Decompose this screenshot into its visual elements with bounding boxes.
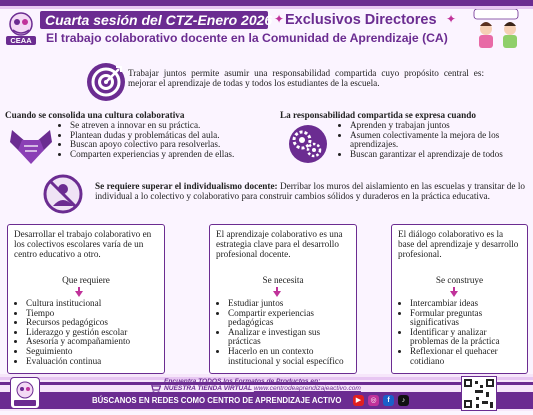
gears-icon (284, 122, 332, 166)
individualism-lead: Se requiere superar el individualismo docente: (95, 181, 278, 191)
list-item: • Formular preguntas significativas (410, 309, 523, 328)
list-item: • Reflexionar el quehacer cotidiano (410, 347, 523, 366)
box-heading: Que requiere (62, 275, 110, 285)
qr-code-icon (461, 376, 497, 411)
list-item: • Asesoría y acompañamiento (26, 337, 160, 347)
individualism-text (95, 181, 525, 201)
footer-line1: Encuentra TODOS los Formatos de Productos en: (164, 378, 321, 385)
hands-icon (8, 124, 54, 166)
no-sign-icon (43, 174, 83, 214)
sparkle-icon: ✦ (274, 12, 285, 26)
top-stripe-light (0, 6, 533, 9)
collaborative-learning-box (209, 224, 357, 374)
list-item: • Comparten experiencias y aprenden de ellas. (70, 150, 280, 160)
arrow-down-icon (450, 291, 458, 297)
tiktok-icon[interactable]: ♪ (398, 395, 409, 406)
collaborative-work-box (7, 224, 165, 374)
list-item: • Aprenden y trabajan juntos (350, 121, 533, 131)
collaborative-dialogue-box (391, 224, 528, 374)
list-item: • Buscan garantizar el aprendizaje de todos (350, 150, 533, 160)
intro-text: Trabajar juntos permite asumir una responsabilidad compartida cuyo propósito central es: mejorar el aprendizaje de todas y todos los estudiantes de la escuela. (128, 68, 484, 88)
list-item: • Liderazgo y gestión escolar (26, 328, 160, 338)
box-heading: Se construye (435, 275, 484, 285)
requirements-list (14, 299, 160, 366)
youtube-icon[interactable]: ▶ (353, 395, 364, 406)
list-item: • Seguimiento (26, 347, 160, 357)
built-list (398, 299, 523, 366)
needs-list (216, 299, 352, 366)
culture-list (58, 121, 280, 159)
responsibility-list (338, 121, 533, 159)
sparkle-icon: ✦ (446, 12, 457, 26)
teachers-illustration (466, 9, 530, 49)
individualism-body: Derribar los muros del aislamiento en las escuelas y transitar de lo individual a lo colectivo y colaborativo para construir cambios sólidos y duraderos en la práctica educativa. (95, 181, 525, 201)
list-item: • Buscan apoyo colectivo para resolverlas. (70, 140, 280, 150)
instagram-icon[interactable]: ◎ (368, 395, 379, 406)
arrow-down-icon (75, 291, 83, 297)
page-subtitle: El trabajo colaborativo docente en la Comunidad de Aprendizaje (CA) (46, 31, 448, 45)
logo-text: CEAA (10, 36, 32, 45)
footer-social-text: BÚSCANOS EN REDES COMO CENTRO DE APRENDIZAJE ACTIVO (92, 396, 342, 405)
box-intro: El aprendizaje colaborativo es una estrategia clave para el desarrollo profesional docente. (216, 229, 343, 259)
arrow-down-icon (273, 291, 281, 297)
list-item: • Evaluación continua (26, 357, 160, 367)
footer-line2 (164, 385, 361, 393)
cart-icon (149, 381, 161, 392)
list-item: • Hacerlo en un contexto institucional y social específico (228, 347, 352, 366)
list-item: • Se atreven a innovar en su práctica. (70, 121, 280, 131)
culture-heading: Cuando se consolida una cultura colaborativa (5, 110, 185, 120)
logo (4, 10, 38, 46)
list-item: • Plantean dudas y problemáticas del aula. (70, 131, 280, 141)
page-title: Cuarta sesión del CTZ-Enero 2026 (45, 12, 273, 28)
list-item: • Identificar y analizar problemas de la práctica (410, 328, 523, 347)
facebook-icon[interactable]: f (383, 395, 394, 406)
box-heading: Se necesita (262, 275, 304, 285)
box-intro: Desarrollar el trabajo colaborativo en los colectivos escolares varía de un centro educativo a otro. (14, 229, 152, 259)
list-item: • Compartir experiencias pedagógicas (228, 309, 352, 328)
list-item: • Recursos pedagógicos (26, 318, 160, 328)
list-item: • Analizar e investigan sus prácticas (228, 328, 352, 347)
responsibility-heading: La responsabilidad compartida se expresa cuando (280, 110, 476, 120)
list-item: • Tiempo (26, 309, 160, 319)
footer-logo (10, 377, 40, 409)
list-item: • Intercambiar ideas (410, 299, 523, 309)
list-item: • Estudiar juntos (228, 299, 352, 309)
store-label: NUESTRA TIENDA VIRTUAL (164, 385, 253, 392)
exclusive-badge: Exclusivos Directores (285, 12, 437, 28)
store-link[interactable]: www.centrodeaprendizajeactivo.com (253, 385, 361, 392)
list-item: • Cultura institucional (26, 299, 160, 309)
list-item: • Asumen colectivamente la mejora de los aprendizajes. (350, 131, 533, 150)
box-intro: El diálogo colaborativo es la base del aprendizaje y desarrollo profesional. (398, 229, 519, 259)
target-icon (86, 62, 126, 102)
